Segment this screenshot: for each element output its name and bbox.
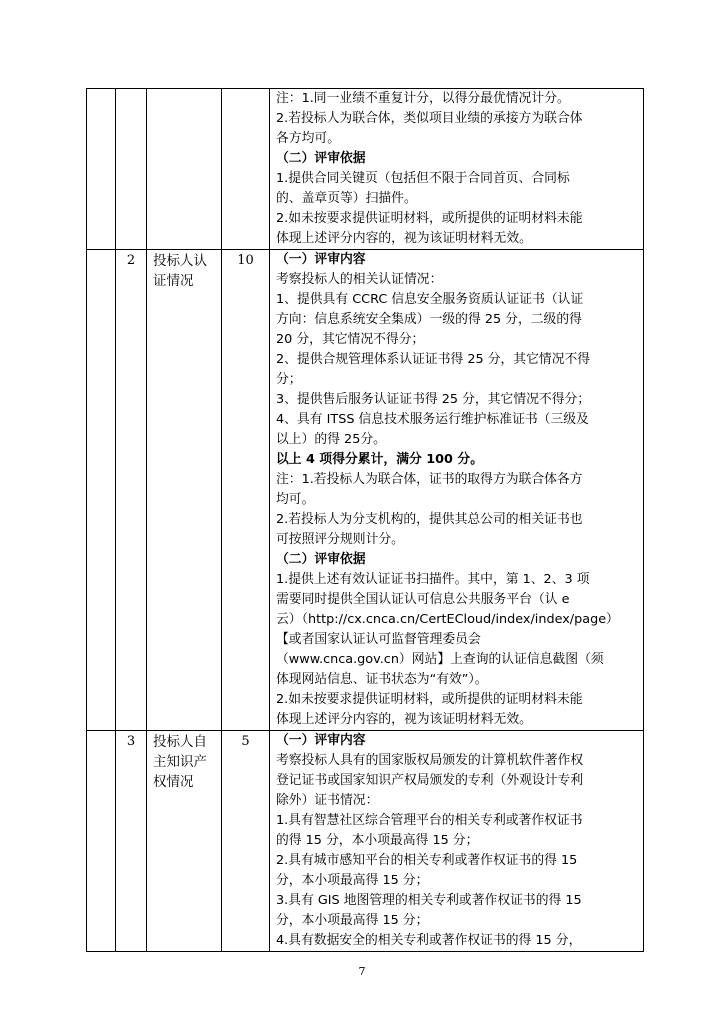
criteria-line: 2、提供合规管理体系认证证书得 25 分，其它情况不得 [276, 352, 591, 367]
item-number: 2 [126, 253, 136, 268]
item-name-cell [147, 731, 222, 952]
criteria-line: 分，本小项最高得 15 分； [276, 873, 429, 888]
item-name: 投标人自主知识产权情况 [153, 734, 207, 790]
criteria-line: 登记证书或国家知识产权局颁发的专利（外观设计专利 [276, 773, 584, 788]
item-number-cell [116, 731, 147, 952]
criteria-line: 3.具有 GIS 地图管理的相关专利或著作权证书的得 15 [276, 893, 582, 908]
criteria-heading: 以上 4 项得分累计，满分 100 分。 [276, 452, 483, 467]
criteria-line: 1.提供合同关键页（包括但不限于合同首页、合同标 [276, 171, 570, 186]
criteria-line: 1.具有智慧社区综合管理平台的相关专利或著作权证书 [276, 813, 583, 828]
criteria-line: 的、盖章页等）扫描件。 [276, 191, 417, 206]
criteria-line: 考察投标人的相关认证情况： [276, 272, 443, 287]
criteria-line: 分； [276, 372, 302, 387]
criteria-line: 各方均可。 [276, 131, 340, 146]
criteria-line: 需要同时提供全国认证认可信息公共服务平台（认 e [276, 592, 570, 607]
criteria-line: 2.如未按要求提供证明材料，或所提供的证明材料未能 [276, 211, 583, 226]
criteria-line: 云）（http://cx.cnca.cn/CertECloud/index/index/page） [276, 612, 619, 627]
item-number [116, 89, 146, 90]
scoring-criteria [270, 731, 643, 951]
table-row [87, 250, 644, 731]
margin-cell [87, 89, 116, 250]
criteria-line: 均可。 [276, 492, 315, 507]
criteria-line: 体现上述评分内容的，视为该证明材料无效。 [276, 231, 532, 246]
scoring-table-body [87, 89, 644, 952]
criteria-line: 3、提供售后服务认证证书得 25 分，其它情况不得分； [276, 392, 591, 407]
criteria-heading: （一）评审内容 [276, 733, 366, 748]
criteria-line: （www.cnca.gov.cn）网站】上查询的认证信息截图（须 [276, 652, 604, 667]
criteria-line: 4、具有 ITSS 信息技术服务运行维护标准证书（三级及 [276, 412, 589, 427]
item-number-cell [116, 250, 147, 731]
item-score [222, 89, 269, 90]
scoring-criteria [270, 89, 643, 249]
criteria-line: 2.如未按要求提供证明材料，或所提供的证明材料未能 [276, 692, 583, 707]
criteria-line: 体现网站信息、证书状态为“有效”）。 [276, 672, 488, 687]
scoring-criteria-cell [270, 731, 644, 952]
scoring-table [86, 88, 644, 952]
criteria-line: 方向：信息系统安全集成）一级的得 25 分，二级的得 [276, 312, 582, 327]
criteria-line: 可按照评分规则计分。 [276, 532, 404, 547]
criteria-line: 的得 15 分，本小项最高得 15 分； [276, 833, 479, 848]
item-number: 3 [126, 734, 136, 749]
criteria-line: 体现上述评分内容的，视为该证明材料无效。 [276, 712, 532, 727]
criteria-line: 【或者国家认证认可监督管理委员会 [276, 632, 481, 647]
criteria-line: 1.提供上述有效认证证书扫描件。其中，第 1、2、3 项 [276, 572, 590, 587]
item-name [147, 89, 221, 90]
scoring-criteria-cell [270, 89, 644, 250]
criteria-line: 以上）的得 25分。 [276, 432, 386, 447]
criteria-line: 2.若投标人为分支机构的，提供其总公司的相关证书也 [276, 512, 583, 527]
criteria-line: 注：1.同一业绩不重复计分，以得分最优情况计分。 [276, 91, 570, 106]
criteria-line: 分，本小项最高得 15 分； [276, 913, 429, 928]
criteria-line: 考察投标人具有的国家版权局颁发的计算机软件著作权 [276, 753, 584, 768]
item-score-cell [222, 731, 270, 952]
criteria-line: 1、提供具有 CCRC 信息安全服务资质认证证书（认证 [276, 292, 584, 307]
criteria-line: 2.若投标人为联合体，类似项目业绩的承接方为联合体 [276, 111, 583, 126]
item-score: 10 [237, 253, 254, 268]
scoring-criteria-cell [270, 250, 644, 731]
item-score-cell [222, 89, 270, 250]
item-score-cell [222, 250, 270, 731]
scoring-criteria [270, 250, 643, 730]
criteria-line: 4.具有数据安全的相关专利或著作权证书的得 15 分， [276, 933, 582, 948]
page-number: 7 [358, 965, 366, 978]
margin-cell [87, 250, 116, 731]
item-name-cell [147, 250, 222, 731]
criteria-line: 20 分，其它情况不得分； [276, 332, 425, 347]
table-row [87, 731, 644, 952]
item-name: 投标人认证情况 [153, 253, 207, 289]
item-number-cell [116, 89, 147, 250]
margin-cell [87, 731, 116, 952]
criteria-line: 除外）证书情况： [276, 793, 379, 808]
criteria-line: 注：1.若投标人为联合体，证书的取得方为联合体各方 [276, 472, 583, 487]
criteria-heading: （一）评审内容 [276, 252, 366, 267]
table-row [87, 89, 644, 250]
criteria-heading: （二）评审依据 [276, 151, 366, 166]
item-score: 5 [241, 734, 250, 749]
item-name-cell [147, 89, 222, 250]
criteria-heading: （二）评审依据 [276, 552, 366, 567]
criteria-line: 2.具有城市感知平台的相关专利或著作权证书的得 15 [276, 853, 578, 868]
